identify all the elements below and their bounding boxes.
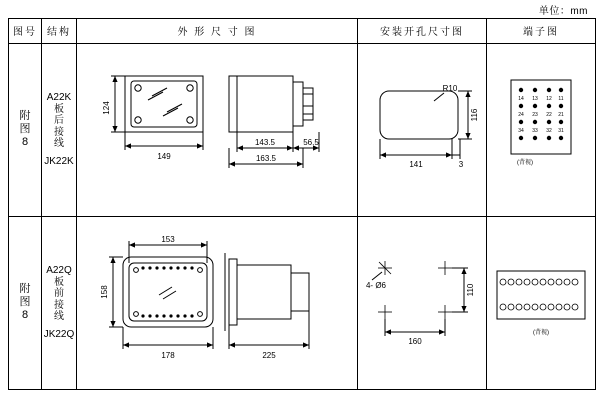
- table-header-row: [9, 19, 596, 44]
- structure-char-1b: 后: [54, 115, 64, 127]
- structure-model-bottom-2: JK22Q: [43, 328, 75, 340]
- cell-mount-1: [358, 43, 487, 216]
- structure-model-bottom-1: JK22K: [44, 155, 74, 167]
- header-outline-dimensions: 外 形 尺 寸 图: [77, 19, 358, 44]
- dim-hole-note-2: 4- Ø6: [365, 280, 387, 290]
- header-fig-no: 图号: [9, 19, 42, 44]
- cell-terminal-1: [487, 43, 596, 216]
- structure-char-1d: 线: [54, 138, 64, 150]
- terminal-label-r3c1: 34: [518, 127, 524, 134]
- dim-front-height-1: 124: [102, 100, 111, 115]
- header-mounting-cutout: 安装开孔尺寸图: [358, 19, 487, 44]
- table-row: [9, 216, 596, 389]
- terminal-caption-1: (背视): [517, 159, 533, 166]
- cell-fig-no-2: [9, 216, 42, 389]
- dim-mount-gap-1: 3: [458, 159, 464, 169]
- dim-inner-width-2: 153: [161, 234, 175, 244]
- fig-no-char-2b: 图: [19, 296, 31, 309]
- header-structure: 结构: [42, 19, 77, 44]
- cell-structure-1: [42, 43, 77, 216]
- terminal-caption-2: (背视): [533, 329, 549, 336]
- dimension-table: [8, 18, 596, 390]
- cell-terminal-2: [487, 216, 596, 389]
- dim-mount-height-2: 110: [466, 283, 475, 297]
- terminal-label-r1c1: 14: [518, 95, 524, 102]
- outline-drawing-1: [79, 52, 355, 208]
- cell-outline-2: [77, 216, 358, 389]
- dim-height-2: 158: [100, 285, 109, 299]
- fig-no-char-2a: 附: [19, 283, 31, 296]
- terminal-label-r1c3: 12: [546, 95, 552, 102]
- structure-model-top-1: A22K: [46, 92, 72, 104]
- outline-drawing-2: [79, 225, 355, 381]
- cell-mount-2: [358, 216, 487, 389]
- unit-note: 单位：mm: [538, 6, 588, 17]
- terminal-diagram-1: [491, 64, 591, 196]
- cell-fig-no-1: [9, 43, 42, 216]
- structure-char-1a: 板: [54, 103, 64, 115]
- terminal-label-r2c1: 24: [518, 111, 524, 118]
- fig-no-char-2c: 8: [21, 309, 29, 322]
- terminal-label-r3c4: 31: [558, 127, 564, 134]
- structure-char-2a: 板: [54, 276, 64, 288]
- terminal-label-r3c3: 32: [546, 127, 552, 134]
- dim-mount-width-2: 160: [408, 336, 422, 346]
- dim-mount-height-1: 116: [470, 108, 479, 122]
- terminal-label-r3c2: 33: [532, 127, 538, 134]
- fig-no-char-1a: 附: [19, 110, 31, 123]
- dim-outer-width-2: 178: [161, 350, 175, 360]
- fig-no-char-1c: 8: [21, 136, 29, 149]
- fig-no-char-1b: 图: [19, 123, 31, 136]
- terminal-label-r2c2: 23: [532, 111, 538, 118]
- structure-char-1c: 接: [54, 126, 64, 138]
- structure-model-top-2: A22Q: [46, 265, 72, 277]
- dim-side-inner-1: 143.5: [254, 137, 276, 147]
- structure-char-2c: 接: [54, 299, 64, 311]
- terminal-diagram-2: [489, 237, 593, 369]
- dim-front-width-1: 149: [157, 151, 171, 161]
- structure-char-2d: 线: [54, 311, 64, 323]
- dim-mount-width-1: 141: [409, 159, 423, 169]
- terminal-label-r2c4: 21: [558, 111, 564, 118]
- dim-side-depth-2: 225: [262, 350, 276, 360]
- table-row: [9, 43, 596, 216]
- dim-side-outer-1: 163.5: [255, 153, 277, 163]
- mount-drawing-1: [360, 55, 484, 205]
- dim-side-tail-1: 56.5: [303, 137, 319, 147]
- cell-outline-1: [77, 43, 358, 216]
- terminal-label-r1c4: 11: [558, 95, 564, 102]
- mount-drawing-2: [360, 228, 484, 378]
- structure-char-2b: 前: [54, 288, 64, 300]
- terminal-label-r2c3: 22: [546, 111, 552, 118]
- header-terminal-diagram: 端子图: [487, 19, 596, 44]
- dim-radius-1: R10: [442, 83, 458, 93]
- terminal-label-r1c2: 13: [532, 95, 538, 102]
- cell-structure-2: [42, 216, 77, 389]
